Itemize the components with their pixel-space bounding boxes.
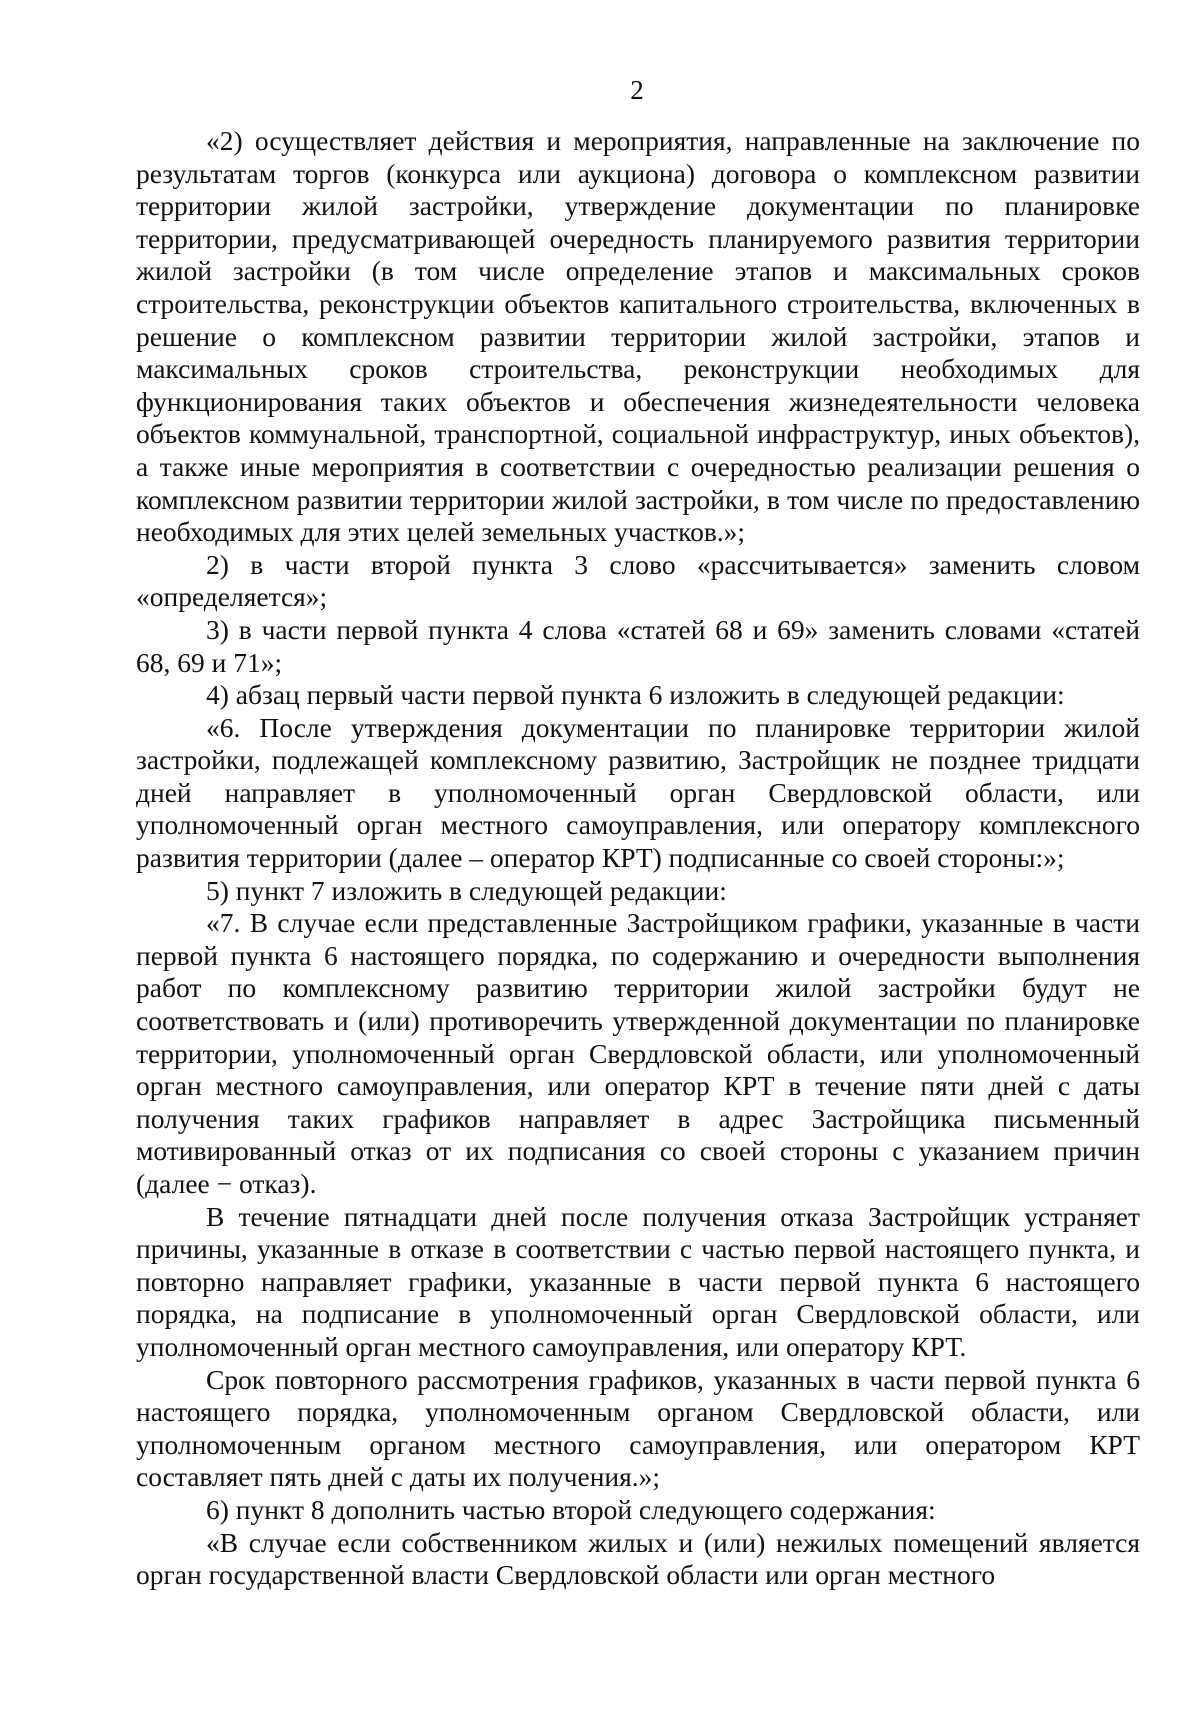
paragraph-item-8-part-2: «В случае если собственником жилых и (или) нежилых помещений является орган государственной власти Свердловской области или орган местного	[136, 1526, 1140, 1591]
paragraph-item-7-part-2: В течение пятнадцати дней после получения отказа Застройщик устраняет причины, указанные в отказе в соответствии с частью первой настоящего пункта, и повторно направляет графики, указанные в части первой пункта 6 настоящего порядка, на подписание в уполномоченный орган Свердловской области, или уполномоченный орган местного самоуправления, или оператору КРТ.	[136, 1200, 1140, 1362]
paragraph-item-2: «2) осуществляет действия и мероприятия, направленные на заключение по результатам торгов (конкурса или аукциона) договора о комплексном развитии территории жилой застройки, утверждение документации по планировке территории, предусматривающей очередность планируемого развития территории жилой застройки (в том числе определение этапов и максимальных сроков строительства, реконструкции объектов капитального строительства, включенных в решение о комплексном развитии территории жилой застройки, этапов и максимальных сроков строительства, реконструкции необходимых для функционирования таких объектов и обеспечения жизнедеятельности человека объектов коммунальной, транспортной, социальной инфраструктур, иных объектов), а также иные мероприятия в соответствии с очередностью реализации решения о комплексном развитии территории жилой застройки, в том числе по предоставлению необходимых для этих целей земельных участков.»;	[136, 125, 1140, 548]
paragraph-item-6: «6. После утверждения документации по планировке территории жилой застройки, подлежащей комплексному развитию, Застройщик не позднее тридцати дней направляет в уполномоченный орган Свердловской области, или уполномоченный орган местного самоуправления, или оператору комплексного развития территории (далее – оператор КРТ) подписанные со своей стороны:»;	[136, 711, 1140, 874]
page-number: 2	[630, 75, 644, 105]
paragraph-amendment-2: 2) в части второй пункта 3 слово «рассчитывается» заменить словом «определяется»;	[136, 548, 1140, 613]
paragraph-amendment-6: 6) пункт 8 дополнить частью второй следующего содержания:	[206, 1493, 936, 1525]
document-body	[136, 125, 1140, 1592]
paragraph-amendment-3: 3) в части первой пункта 4 слова «статей 68 и 69» заменить словами «статей 68, 69 и 71»;	[136, 613, 1140, 678]
paragraph-amendment-4: 4) абзац первый части первой пункта 6 изложить в следующей редакции:	[206, 679, 1065, 711]
paragraph-item-7-part-3: Срок повторного рассмотрения графиков, указанных в части первой пункта 6 настоящего порядка, уполномоченным органом Свердловской области, или уполномоченным органом местного самоуправления, или оператором КРТ составляет пять дней с даты их получения.»;	[136, 1363, 1140, 1493]
paragraph-amendment-5: 5) пункт 7 изложить в следующей редакции:	[206, 874, 727, 906]
paragraph-item-7: «7. В случае если представленные Застройщиком графики, указанные в части первой пункта 6 настоящего порядка, по содержанию и очередности выполнения работ по комплексному развитию территории жилой застройки будут не соответствовать и (или) противоречить утвержденной документации по планировке территории, уполномоченный орган Свердловской области, или уполномоченный орган местного самоуправления, или оператор КРТ в течение пяти дней с даты получения таких графиков направляет в адрес Застройщика письменный мотивированный отказ от их подписания со своей стороны с указанием причин (далее − отказ).	[136, 907, 1140, 1199]
